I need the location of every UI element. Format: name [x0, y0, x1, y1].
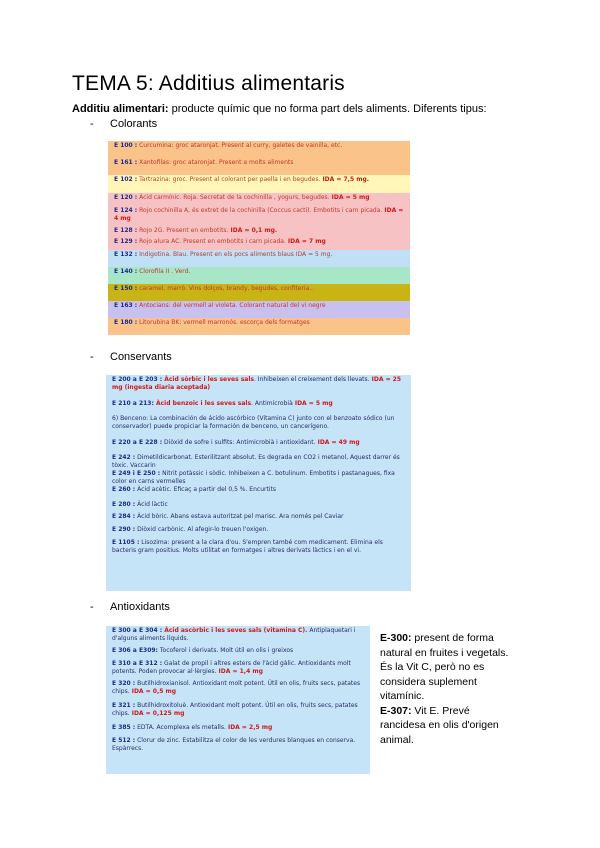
additive-code: E 120 : — [114, 194, 138, 201]
additive-ida: IDA = 1,4 mg — [216, 667, 263, 675]
additive-code: E 242 : — [112, 454, 136, 461]
additive-code: E 124 : — [114, 207, 138, 214]
colorants-row — [108, 158, 410, 175]
antioxidants-row — [106, 736, 370, 758]
antioxidants-row — [106, 701, 370, 723]
section-conservants-label: Conservants — [110, 351, 172, 363]
conservants-row — [106, 500, 411, 512]
antioxidants-row — [106, 646, 370, 659]
additive-description: Diòxid de sofre i sulfits: Antimicrobià i antioxidant. — [162, 439, 316, 446]
additive-description: Litorubina BK: vermell marronós. escorça dels formatges — [137, 319, 310, 326]
colorants-row — [108, 175, 410, 193]
additive-code: E 161 : — [114, 159, 138, 166]
additive-ida: IDA = 7,5 mg. — [320, 176, 370, 183]
conservants-row — [106, 399, 411, 414]
conservants-row — [106, 485, 411, 500]
conservants-row — [106, 512, 411, 525]
antioxidants-row — [106, 679, 370, 701]
intro-paragraph — [72, 103, 552, 115]
additive-description: Butilhidroxitoluè. Antioxidant molt potent. Útil en olis, fruits secs, patates chips. — [112, 702, 358, 717]
colorants-row — [108, 284, 410, 301]
additive-description: Dimetildicarbonat. Esterilitzant absolut. Es degrada en CO2 i metanol, Aquest darrer és tòxic. Vaccarin — [112, 454, 400, 469]
additive-lead: Àcid ascòrbic i les seves sals (vitamina C). — [162, 627, 308, 634]
additive-description: Butilhidroxianisol. Antioxidant molt potent. Útil en olis, fruits secs, patates chips. — [112, 680, 361, 695]
colorants-table — [108, 141, 410, 335]
additive-code: E 280 : — [112, 501, 136, 508]
additive-description: Indigotina. Blau. Present en els pocs aliments blaus IDA = 5 mg. — [137, 251, 333, 258]
page-title: TEMA 5: Additius alimentaris — [72, 72, 345, 95]
side-e307-code: E-307: — [380, 704, 412, 717]
additive-code: E 163 : — [114, 302, 138, 309]
section-colorants: - Colorants — [90, 118, 158, 130]
additive-description: Àcid làctic — [135, 501, 168, 508]
additive-description: Àcid bòric. Abans estava autoritzat pel marisc. Ara només pel Caviar — [135, 513, 344, 520]
additive-code: E 284 : — [112, 513, 136, 520]
additive-description: Galat de propil i altres esters de l'àcid gàlic. Antioxidants molt potents. Poden provocar al·lèrgies. — [112, 660, 351, 675]
additive-code: E 132 : — [114, 251, 138, 258]
colorants-row — [108, 250, 410, 267]
additive-description: Nitrit potàssic i sòdic. Inhibeixen a C. botulinum. Embotits i pastanagues, fixa color en carns vermelles — [112, 470, 395, 485]
additive-code: E 220 a E 228 : — [112, 439, 163, 446]
additive-ida: IDA = 5 mg — [292, 400, 333, 407]
additive-code: E 249 i E 250 : — [112, 470, 161, 477]
section-colorants-label: Colorants — [110, 118, 158, 130]
conservants-row — [106, 469, 411, 485]
colorants-row — [108, 237, 410, 250]
additive-description: Antiplaquetari i d'alguns aliments líquids. — [112, 627, 356, 642]
additive-code: E 180 : — [114, 319, 138, 326]
section-antioxidants: - Antioxidants — [90, 601, 170, 613]
additive-description: EDTA. Acomplexa els metalls. — [135, 724, 226, 731]
additive-ida: IDA = 2,5 mg — [225, 724, 273, 731]
section-antioxidants-label: Antioxidants — [110, 601, 170, 613]
additive-description: Rojo cochinilla A, és extret de la cochinilla (Coccus cacti). Embotits i carn picada. — [137, 207, 383, 214]
conservants-row — [106, 538, 411, 560]
colorants-row — [108, 193, 410, 206]
intro-term: Additiu alimentari: — [72, 103, 169, 115]
conservants-row — [106, 375, 411, 399]
conservants-row — [106, 414, 411, 438]
additive-code: E 320 : — [112, 680, 136, 687]
additive-ida: IDA = 0,125 mg — [129, 709, 185, 717]
additive-description: Àcid carmínic. Roja. Secretat de la cochinilla , yogurs, begudes. — [137, 194, 330, 201]
additive-code: E 210 a 213: — [112, 400, 154, 407]
antioxidants-table — [106, 626, 370, 774]
additive-code: E 150 : — [114, 285, 138, 292]
additive-ida: IDA = 4 mg — [114, 207, 404, 222]
additive-code: E 100 : — [114, 142, 138, 149]
additive-description: . Antimicrobià — [251, 400, 293, 407]
additive-description: Antocians: del vermell al violeta. Colorant natural del vi negre — [137, 302, 326, 309]
side-e300-code: E-300: — [380, 632, 412, 644]
additive-code: E 300 a E 304 : — [112, 627, 163, 634]
additive-code: E 385 : — [112, 724, 136, 731]
additive-ida: IDA = 49 mg — [315, 439, 360, 446]
section-conservants: - Conservants — [90, 351, 172, 363]
additive-description: Tartrazina: groc. Present al colorant per paella i en begudes. — [137, 176, 321, 183]
additive-code: E 102 : — [114, 176, 138, 183]
additive-note: 6) Benceno: La combinación de ácido ascórbico (Vitamina C) junto con el benzoato sódico (un conservador) puede propiciar la formación de benceno, un cancerígeno. — [112, 415, 395, 430]
intro-definition: producte químic que no forma part dels aliments. Diferents tipus: — [168, 103, 487, 115]
additive-code: E 140 : — [114, 268, 138, 275]
additive-code: E 260 : — [112, 486, 136, 493]
colorants-row — [108, 267, 410, 284]
additive-code: E 310 a E 312 : — [112, 660, 163, 667]
additive-code: E 306 a E309: — [112, 647, 158, 654]
additive-lead: Àcid benzoic i les seves sals — [153, 400, 252, 407]
additive-ida: IDA = 0,5 mg — [129, 687, 177, 695]
additive-code: E 200 a E 203 : — [112, 376, 163, 383]
additive-code: E 290 : — [112, 526, 136, 533]
additive-ida: IDA = 5 mg — [329, 194, 370, 201]
additive-code: E 321 : — [112, 702, 136, 709]
additive-description: Xantofilas: groc ataronjat. Present a molts aliments — [137, 159, 294, 166]
antioxidants-row — [106, 723, 370, 736]
side-e300-text: present de forma natural en fruites i vegetals. És la Vit C, però no es considera suplement vitamínic. — [380, 632, 509, 702]
additive-code: E 129 : — [114, 238, 138, 245]
additive-description: . Inhibeixen el creixement dels llevats. — [253, 376, 370, 383]
colorants-row — [108, 141, 410, 158]
conservants-row — [106, 453, 411, 469]
additive-description: Rojo alura AC. Present en embotits i carn picada. — [137, 238, 286, 245]
additive-ida: IDA = 7 mg — [285, 238, 326, 245]
additive-lead: Àcid sòrbic i les seves sals — [162, 376, 254, 383]
additive-description: Tocoferol i derivats. Molt útil en olis i greixos — [157, 647, 294, 654]
conservants-row — [106, 525, 411, 538]
additive-ida: IDA = 25 mg (ingesta diaria aceptada) — [112, 376, 402, 391]
additive-description: Diòxid carbònic. Al afegir-lo treuen l'oxigen. — [135, 526, 269, 533]
antioxidants-row — [106, 626, 370, 646]
colorants-row — [108, 206, 410, 226]
colorants-row — [108, 318, 410, 335]
additive-description: Curcumina: groc ataronjat. Present al curry, galetes de vainilla, etc. — [137, 142, 343, 149]
conservants-table — [106, 375, 411, 591]
additive-description: Clorur de zinc. Estabilitza el color de les verdures blanques en conserva. Espàrrecs. — [112, 737, 356, 752]
additive-ida: IDA = 0,1 mg. — [228, 227, 278, 234]
side-e307-text: Vit E. Prevé rancidesa en olis d'origen animal. — [380, 704, 499, 746]
antioxidants-side-note — [380, 631, 510, 747]
conservants-row — [106, 438, 411, 453]
additive-description: Àcid acètic. Eficaç a partir del 0,5 %. Encurtits — [135, 486, 276, 493]
additive-description: Clorofila II . Verd. — [137, 268, 191, 275]
additive-description: caramel, marró. Vins dolços, brandy, begudes, confiteria.. — [137, 285, 314, 292]
colorants-row — [108, 226, 410, 237]
antioxidants-row — [106, 659, 370, 679]
additive-description: Rojo 2G. Present en embotits. — [137, 227, 229, 234]
additive-description: Lisozima: present a la clara d'ou. S'empren també com medicament. Elimina els bacteris gram positius. Molts utilitat en formatges i altres derivats làctics i en el vi. — [112, 539, 383, 554]
additive-code: E 512 : — [112, 737, 136, 744]
additive-code: E 128 : — [114, 227, 138, 234]
additive-code: E 1105 : — [112, 539, 140, 546]
colorants-row — [108, 301, 410, 318]
